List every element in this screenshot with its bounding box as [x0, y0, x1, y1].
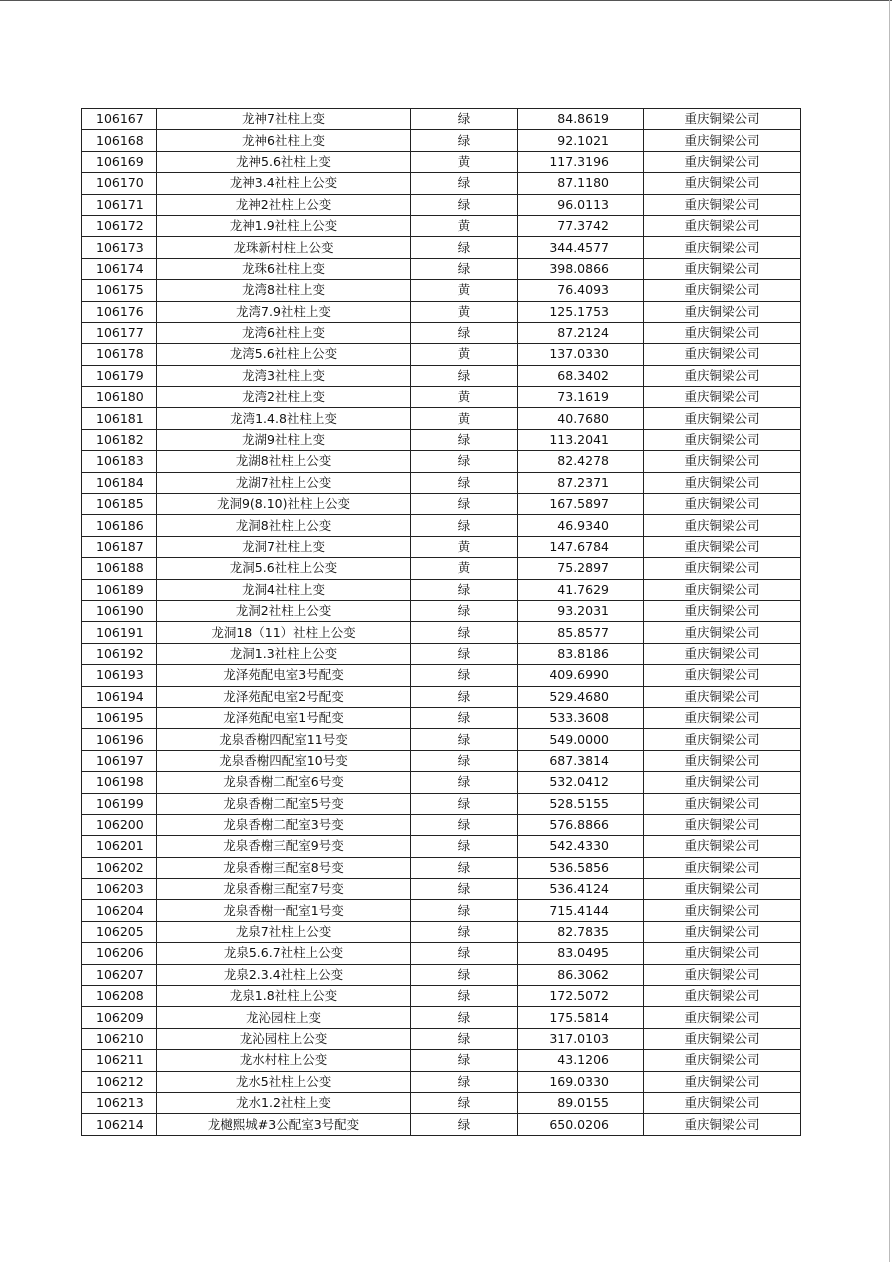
cell-id: 106175 [82, 280, 157, 301]
cell-status: 绿 [411, 1071, 518, 1092]
cell-value: 96.0113 [518, 194, 644, 215]
cell-name: 龙泉香榭四配室11号变 [157, 729, 411, 750]
cell-name: 龙泽苑配电室2号配变 [157, 686, 411, 707]
table-row [82, 1071, 801, 1092]
cell-company: 重庆铜梁公司 [644, 173, 801, 194]
cell-status: 黄 [411, 536, 518, 557]
cell-name: 龙湖9社柱上变 [157, 429, 411, 450]
cell-status: 黄 [411, 387, 518, 408]
cell-name: 龙洞4社柱上变 [157, 579, 411, 600]
table-row [82, 1050, 801, 1071]
cell-id: 106191 [82, 622, 157, 643]
table-row [82, 130, 801, 151]
cell-company: 重庆铜梁公司 [644, 857, 801, 878]
table-row [82, 451, 801, 472]
cell-status: 黄 [411, 280, 518, 301]
cell-name: 龙神2社柱上公变 [157, 194, 411, 215]
cell-company: 重庆铜梁公司 [644, 707, 801, 728]
cell-name: 龙水1.2社柱上变 [157, 1092, 411, 1113]
cell-company: 重庆铜梁公司 [644, 665, 801, 686]
cell-company: 重庆铜梁公司 [644, 515, 801, 536]
cell-company: 重庆铜梁公司 [644, 1114, 801, 1135]
table-row [82, 750, 801, 771]
cell-name: 龙泉香榭三配室9号变 [157, 836, 411, 857]
cell-status: 黄 [411, 408, 518, 429]
cell-company: 重庆铜梁公司 [644, 750, 801, 771]
cell-name: 龙湾7.9社柱上变 [157, 301, 411, 322]
cell-name: 龙神5.6社柱上变 [157, 151, 411, 172]
cell-name: 龙沁园柱上变 [157, 1007, 411, 1028]
cell-id: 106213 [82, 1092, 157, 1113]
cell-status: 绿 [411, 494, 518, 515]
cell-id: 106167 [82, 109, 157, 130]
cell-status: 绿 [411, 729, 518, 750]
table-row [82, 536, 801, 557]
cell-value: 83.8186 [518, 643, 644, 664]
cell-company: 重庆铜梁公司 [644, 344, 801, 365]
table-row [82, 387, 801, 408]
cell-value: 533.3608 [518, 707, 644, 728]
cell-value: 82.4278 [518, 451, 644, 472]
cell-id: 106178 [82, 344, 157, 365]
cell-id: 106202 [82, 857, 157, 878]
table-row [82, 857, 801, 878]
cell-status: 绿 [411, 130, 518, 151]
cell-id: 106170 [82, 173, 157, 194]
cell-company: 重庆铜梁公司 [644, 1050, 801, 1071]
cell-id: 106189 [82, 579, 157, 600]
cell-id: 106183 [82, 451, 157, 472]
cell-status: 黄 [411, 344, 518, 365]
cell-value: 84.8619 [518, 109, 644, 130]
cell-value: 650.0206 [518, 1114, 644, 1135]
cell-name: 龙泉香榭三配室8号变 [157, 857, 411, 878]
cell-company: 重庆铜梁公司 [644, 322, 801, 343]
cell-status: 绿 [411, 1050, 518, 1071]
cell-company: 重庆铜梁公司 [644, 451, 801, 472]
cell-company: 重庆铜梁公司 [644, 429, 801, 450]
cell-company: 重庆铜梁公司 [644, 1028, 801, 1049]
cell-status: 绿 [411, 258, 518, 279]
cell-id: 106195 [82, 707, 157, 728]
table-row [82, 515, 801, 536]
cell-value: 43.1206 [518, 1050, 644, 1071]
cell-value: 172.5072 [518, 986, 644, 1007]
cell-id: 106198 [82, 772, 157, 793]
cell-company: 重庆铜梁公司 [644, 109, 801, 130]
cell-company: 重庆铜梁公司 [644, 793, 801, 814]
table-row [82, 622, 801, 643]
cell-company: 重庆铜梁公司 [644, 151, 801, 172]
cell-company: 重庆铜梁公司 [644, 622, 801, 643]
table-row [82, 729, 801, 750]
cell-id: 106190 [82, 600, 157, 621]
cell-company: 重庆铜梁公司 [644, 1007, 801, 1028]
cell-name: 龙洞18（11）社柱上公变 [157, 622, 411, 643]
cell-company: 重庆铜梁公司 [644, 408, 801, 429]
cell-name: 龙珠新村柱上公变 [157, 237, 411, 258]
table-row [82, 408, 801, 429]
cell-status: 绿 [411, 451, 518, 472]
table-row [82, 280, 801, 301]
table-row [82, 1028, 801, 1049]
cell-value: 169.0330 [518, 1071, 644, 1092]
cell-value: 83.0495 [518, 943, 644, 964]
cell-value: 344.4577 [518, 237, 644, 258]
table-row [82, 793, 801, 814]
cell-name: 龙水村柱上公变 [157, 1050, 411, 1071]
cell-value: 529.4680 [518, 686, 644, 707]
table-row [82, 215, 801, 236]
cell-status: 绿 [411, 665, 518, 686]
cell-company: 重庆铜梁公司 [644, 1071, 801, 1092]
table-row [82, 1092, 801, 1113]
cell-name: 龙樾熙城#3公配室3号配变 [157, 1114, 411, 1135]
cell-id: 106197 [82, 750, 157, 771]
cell-name: 龙泽苑配电室3号配变 [157, 665, 411, 686]
cell-id: 106208 [82, 986, 157, 1007]
cell-value: 317.0103 [518, 1028, 644, 1049]
table-row [82, 814, 801, 835]
table-row [82, 921, 801, 942]
table-row [82, 194, 801, 215]
cell-company: 重庆铜梁公司 [644, 814, 801, 835]
table-row [82, 943, 801, 964]
cell-id: 106171 [82, 194, 157, 215]
cell-name: 龙湾6社柱上变 [157, 322, 411, 343]
cell-id: 106214 [82, 1114, 157, 1135]
cell-id: 106186 [82, 515, 157, 536]
cell-name: 龙泉2.3.4社柱上公变 [157, 964, 411, 985]
cell-id: 106168 [82, 130, 157, 151]
table-row [82, 686, 801, 707]
cell-id: 106193 [82, 665, 157, 686]
table-row [82, 964, 801, 985]
cell-status: 绿 [411, 1092, 518, 1113]
table-row [82, 558, 801, 579]
cell-value: 117.3196 [518, 151, 644, 172]
cell-status: 绿 [411, 1007, 518, 1028]
table-body [82, 109, 801, 1136]
cell-id: 106188 [82, 558, 157, 579]
cell-id: 106194 [82, 686, 157, 707]
cell-company: 重庆铜梁公司 [644, 643, 801, 664]
table-row [82, 643, 801, 664]
cell-status: 绿 [411, 429, 518, 450]
table-row [82, 986, 801, 1007]
cell-company: 重庆铜梁公司 [644, 215, 801, 236]
cell-value: 92.1021 [518, 130, 644, 151]
cell-value: 75.2897 [518, 558, 644, 579]
cell-value: 89.0155 [518, 1092, 644, 1113]
cell-name: 龙神1.9社柱上公变 [157, 215, 411, 236]
cell-id: 106177 [82, 322, 157, 343]
cell-company: 重庆铜梁公司 [644, 729, 801, 750]
cell-name: 龙洞9(8.10)社柱上公变 [157, 494, 411, 515]
cell-name: 龙泉香榭二配室6号变 [157, 772, 411, 793]
table-row [82, 1007, 801, 1028]
cell-value: 87.1180 [518, 173, 644, 194]
table-row [82, 879, 801, 900]
cell-company: 重庆铜梁公司 [644, 836, 801, 857]
cell-value: 536.5856 [518, 857, 644, 878]
table-row [82, 344, 801, 365]
cell-company: 重庆铜梁公司 [644, 387, 801, 408]
cell-id: 106212 [82, 1071, 157, 1092]
cell-name: 龙泉7社柱上公变 [157, 921, 411, 942]
cell-status: 绿 [411, 921, 518, 942]
cell-value: 175.5814 [518, 1007, 644, 1028]
cell-id: 106174 [82, 258, 157, 279]
cell-id: 106181 [82, 408, 157, 429]
cell-company: 重庆铜梁公司 [644, 494, 801, 515]
cell-value: 86.3062 [518, 964, 644, 985]
cell-company: 重庆铜梁公司 [644, 258, 801, 279]
cell-name: 龙洞1.3社柱上公变 [157, 643, 411, 664]
table-row [82, 494, 801, 515]
cell-status: 绿 [411, 964, 518, 985]
cell-value: 93.2031 [518, 600, 644, 621]
cell-company: 重庆铜梁公司 [644, 301, 801, 322]
cell-status: 绿 [411, 707, 518, 728]
cell-value: 147.6784 [518, 536, 644, 557]
cell-value: 40.7680 [518, 408, 644, 429]
cell-value: 409.6990 [518, 665, 644, 686]
cell-value: 536.4124 [518, 879, 644, 900]
cell-value: 715.4144 [518, 900, 644, 921]
page-right-border [889, 0, 890, 1262]
cell-status: 绿 [411, 836, 518, 857]
cell-id: 106210 [82, 1028, 157, 1049]
cell-company: 重庆铜梁公司 [644, 237, 801, 258]
table-row [82, 707, 801, 728]
cell-status: 绿 [411, 900, 518, 921]
cell-value: 82.7835 [518, 921, 644, 942]
cell-status: 黄 [411, 301, 518, 322]
cell-status: 绿 [411, 515, 518, 536]
cell-value: 68.3402 [518, 365, 644, 386]
cell-value: 85.8577 [518, 622, 644, 643]
cell-value: 73.1619 [518, 387, 644, 408]
cell-id: 106203 [82, 879, 157, 900]
cell-name: 龙泉5.6.7社柱上公变 [157, 943, 411, 964]
table-row [82, 322, 801, 343]
cell-id: 106187 [82, 536, 157, 557]
cell-status: 绿 [411, 986, 518, 1007]
cell-id: 106185 [82, 494, 157, 515]
cell-name: 龙泽苑配电室1号配变 [157, 707, 411, 728]
cell-status: 绿 [411, 879, 518, 900]
cell-id: 106169 [82, 151, 157, 172]
cell-id: 106180 [82, 387, 157, 408]
cell-status: 绿 [411, 579, 518, 600]
cell-name: 龙泉香榭三配室7号变 [157, 879, 411, 900]
cell-id: 106176 [82, 301, 157, 322]
cell-company: 重庆铜梁公司 [644, 472, 801, 493]
cell-value: 46.9340 [518, 515, 644, 536]
cell-name: 龙湾3社柱上变 [157, 365, 411, 386]
cell-value: 167.5897 [518, 494, 644, 515]
cell-status: 绿 [411, 194, 518, 215]
table-row [82, 365, 801, 386]
cell-name: 龙泉香榭二配室3号变 [157, 814, 411, 835]
cell-name: 龙泉香榭一配室1号变 [157, 900, 411, 921]
cell-value: 549.0000 [518, 729, 644, 750]
cell-company: 重庆铜梁公司 [644, 772, 801, 793]
data-table [81, 108, 801, 1136]
cell-company: 重庆铜梁公司 [644, 879, 801, 900]
table-row [82, 900, 801, 921]
cell-status: 黄 [411, 151, 518, 172]
table-row [82, 836, 801, 857]
cell-value: 87.2124 [518, 322, 644, 343]
cell-status: 绿 [411, 1028, 518, 1049]
cell-company: 重庆铜梁公司 [644, 579, 801, 600]
cell-company: 重庆铜梁公司 [644, 964, 801, 985]
cell-name: 龙神6社柱上变 [157, 130, 411, 151]
cell-value: 398.0866 [518, 258, 644, 279]
cell-id: 106200 [82, 814, 157, 835]
cell-company: 重庆铜梁公司 [644, 686, 801, 707]
cell-status: 绿 [411, 943, 518, 964]
cell-name: 龙水5社柱上公变 [157, 1071, 411, 1092]
cell-id: 106199 [82, 793, 157, 814]
cell-company: 重庆铜梁公司 [644, 986, 801, 1007]
cell-company: 重庆铜梁公司 [644, 943, 801, 964]
cell-company: 重庆铜梁公司 [644, 558, 801, 579]
cell-name: 龙湾1.4.8社柱上变 [157, 408, 411, 429]
table-row [82, 109, 801, 130]
cell-status: 绿 [411, 772, 518, 793]
cell-id: 106172 [82, 215, 157, 236]
table-row [82, 1114, 801, 1135]
cell-company: 重庆铜梁公司 [644, 921, 801, 942]
cell-id: 106192 [82, 643, 157, 664]
table-row [82, 472, 801, 493]
table-row [82, 151, 801, 172]
cell-id: 106179 [82, 365, 157, 386]
table-row [82, 665, 801, 686]
cell-status: 绿 [411, 365, 518, 386]
cell-value: 532.0412 [518, 772, 644, 793]
table-row [82, 579, 801, 600]
cell-company: 重庆铜梁公司 [644, 194, 801, 215]
table-row [82, 258, 801, 279]
cell-value: 576.8866 [518, 814, 644, 835]
table-row [82, 237, 801, 258]
cell-name: 龙湖8社柱上公变 [157, 451, 411, 472]
cell-name: 龙湾8社柱上变 [157, 280, 411, 301]
cell-name: 龙湾5.6社柱上公变 [157, 344, 411, 365]
cell-status: 绿 [411, 857, 518, 878]
cell-status: 绿 [411, 622, 518, 643]
cell-status: 黄 [411, 215, 518, 236]
cell-name: 龙湖7社柱上公变 [157, 472, 411, 493]
cell-name: 龙泉香榭四配室10号变 [157, 750, 411, 771]
cell-name: 龙神3.4社柱上公变 [157, 173, 411, 194]
table-row [82, 301, 801, 322]
cell-name: 龙沁园柱上公变 [157, 1028, 411, 1049]
cell-company: 重庆铜梁公司 [644, 600, 801, 621]
cell-id: 106211 [82, 1050, 157, 1071]
page-top-border [0, 0, 892, 1]
cell-value: 137.0330 [518, 344, 644, 365]
cell-id: 106173 [82, 237, 157, 258]
cell-value: 528.5155 [518, 793, 644, 814]
cell-value: 542.4330 [518, 836, 644, 857]
cell-status: 黄 [411, 558, 518, 579]
cell-id: 106206 [82, 943, 157, 964]
cell-name: 龙洞7社柱上变 [157, 536, 411, 557]
cell-name: 龙湾2社柱上变 [157, 387, 411, 408]
cell-status: 绿 [411, 750, 518, 771]
cell-name: 龙珠6社柱上变 [157, 258, 411, 279]
cell-value: 687.3814 [518, 750, 644, 771]
cell-id: 106201 [82, 836, 157, 857]
cell-status: 绿 [411, 600, 518, 621]
cell-name: 龙洞2社柱上公变 [157, 600, 411, 621]
cell-id: 106209 [82, 1007, 157, 1028]
cell-company: 重庆铜梁公司 [644, 280, 801, 301]
cell-status: 绿 [411, 109, 518, 130]
cell-company: 重庆铜梁公司 [644, 365, 801, 386]
cell-id: 106182 [82, 429, 157, 450]
cell-name: 龙洞8社柱上公变 [157, 515, 411, 536]
cell-name: 龙泉1.8社柱上公变 [157, 986, 411, 1007]
table-row [82, 772, 801, 793]
cell-value: 87.2371 [518, 472, 644, 493]
cell-company: 重庆铜梁公司 [644, 1092, 801, 1113]
cell-company: 重庆铜梁公司 [644, 130, 801, 151]
cell-status: 绿 [411, 322, 518, 343]
cell-id: 106196 [82, 729, 157, 750]
cell-status: 绿 [411, 1114, 518, 1135]
table-row [82, 173, 801, 194]
cell-value: 41.7629 [518, 579, 644, 600]
cell-status: 绿 [411, 686, 518, 707]
cell-value: 76.4093 [518, 280, 644, 301]
cell-status: 绿 [411, 814, 518, 835]
cell-name: 龙洞5.6社柱上公变 [157, 558, 411, 579]
cell-name: 龙神7社柱上变 [157, 109, 411, 130]
cell-status: 绿 [411, 643, 518, 664]
cell-name: 龙泉香榭二配室5号变 [157, 793, 411, 814]
table-row [82, 429, 801, 450]
cell-id: 106184 [82, 472, 157, 493]
cell-status: 绿 [411, 472, 518, 493]
cell-value: 125.1753 [518, 301, 644, 322]
table-row [82, 600, 801, 621]
cell-id: 106205 [82, 921, 157, 942]
cell-company: 重庆铜梁公司 [644, 536, 801, 557]
cell-status: 绿 [411, 173, 518, 194]
cell-status: 绿 [411, 793, 518, 814]
cell-id: 106207 [82, 964, 157, 985]
cell-value: 113.2041 [518, 429, 644, 450]
cell-value: 77.3742 [518, 215, 644, 236]
cell-status: 绿 [411, 237, 518, 258]
cell-id: 106204 [82, 900, 157, 921]
cell-company: 重庆铜梁公司 [644, 900, 801, 921]
